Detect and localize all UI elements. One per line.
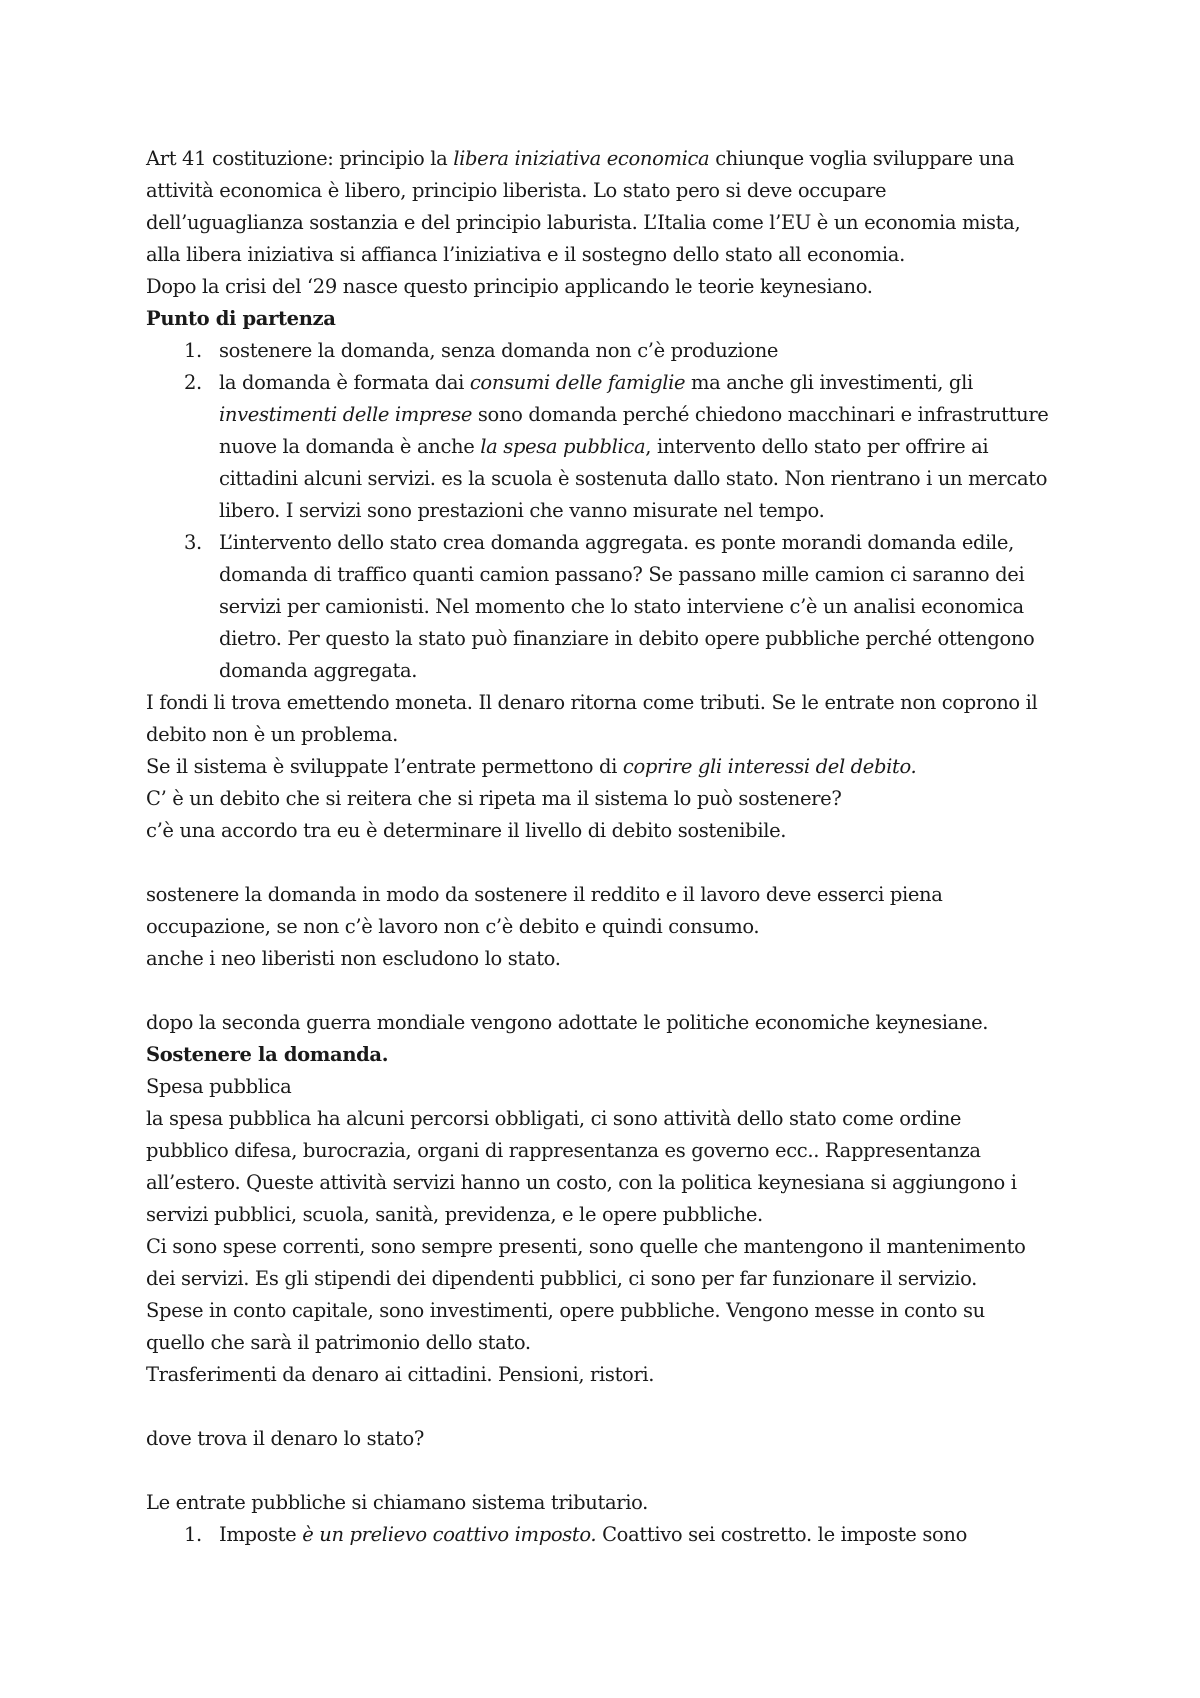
text-line: dopo la seconda guerra mondiale vengono adottate le politiche economiche keynesiane. — [146, 1011, 989, 1034]
section-heading: Sostenere la domanda. — [146, 1043, 389, 1066]
text-line: attività economica è libero, principio liberista. Lo stato pero si deve occupare — [146, 179, 887, 202]
text-line: C’ è un debito che si reitera che si ripeta ma il sistema lo può sostenere? — [146, 787, 842, 810]
text-run: , intervento dello stato per offrire ai — [645, 435, 989, 458]
list-number: 1. — [184, 1523, 202, 1546]
blank-line — [146, 975, 1066, 1007]
text-run: sono domanda perché chiedono macchinari e infrastrutture — [472, 403, 1049, 426]
section-heading: Punto di partenza — [146, 307, 336, 330]
text-line: Dopo la crisi del ‘29 nasce questo principio applicando le teorie keynesiano. — [146, 275, 873, 298]
text-line — [146, 143, 1066, 175]
list-item-continuation: servizi per camionisti. Nel momento che lo stato interviene c’è un analisi economica — [219, 595, 1024, 618]
list-item-continuation: domanda aggregata. — [219, 659, 418, 682]
text-run: sostenere la domanda, senza domanda non c’è produzione — [219, 339, 779, 362]
text-line: Trasferimenti da denaro ai cittadini. Pensioni, ristori. — [146, 1363, 655, 1386]
text-line: I fondi li trova emettendo moneta. Il denaro ritorna come tributi. Se le entrate non coprono il — [146, 691, 1038, 714]
text-line: Le entrate pubbliche si chiamano sistema tributario. — [146, 1491, 649, 1514]
blank-line — [146, 1391, 1066, 1423]
text-line: all’estero. Queste attività servizi hanno un costo, con la politica keynesiana si aggiungono i — [146, 1171, 1017, 1194]
text-line: dei servizi. Es gli stipendi dei dipendenti pubblici, ci sono per far funzionare il servizio. — [146, 1267, 977, 1290]
text-line — [146, 751, 1066, 783]
list-item — [146, 367, 1066, 399]
text-run: ma anche gli investimenti, gli — [685, 371, 973, 394]
text-line: alla libera iniziativa si affianca l’iniziativa e il sostegno dello stato all economia. — [146, 243, 905, 266]
italic-run: consumi delle famiglie — [469, 371, 686, 394]
italic-run: libera iniziativa economica — [453, 147, 710, 170]
list-item-continuation: dietro. Per questo la stato può finanziare in debito opere pubbliche perché ottengono — [219, 627, 1035, 650]
text-line: servizi pubblici, scuola, sanità, previdenza, e le opere pubbliche. — [146, 1203, 763, 1226]
italic-run: è un prelievo coattivo imposto. — [302, 1523, 597, 1546]
text-line: debito non è un problema. — [146, 723, 398, 746]
text-line: dell’uguaglianza sostanzia e del principio laburista. L’Italia come l’EU è un economia mista, — [146, 211, 1021, 234]
text-line: dove trova il denaro lo stato? — [146, 1427, 425, 1450]
italic-run: coprire gli interessi del debito. — [622, 755, 917, 778]
list-item-continuation: cittadini alcuni servizi. es la scuola è sostenuta dallo stato. Non rientrano i un mercato — [219, 467, 1048, 490]
text-run: Imposte — [219, 1523, 303, 1546]
text-line: pubblico difesa, burocrazia, organi di rappresentanza es governo ecc.. Rappresentanza — [146, 1139, 981, 1162]
italic-run: investimenti delle imprese — [219, 403, 473, 426]
text-line: occupazione, se non c’è lavoro non c’è debito e quindi consumo. — [146, 915, 760, 938]
text-run: Se il sistema è sviluppate l’entrate permettono di — [146, 755, 623, 778]
text-run: L’intervento dello stato crea domanda aggregata. es ponte morandi domanda edile, — [219, 531, 1014, 554]
list-item-continuation — [146, 431, 1066, 463]
subheading: Spesa pubblica — [146, 1075, 292, 1098]
italic-run: la spesa pubblica — [480, 435, 646, 458]
text-line: la spesa pubblica ha alcuni percorsi obbligati, ci sono attività dello stato come ordine — [146, 1107, 962, 1130]
list-item-continuation: libero. I servizi sono prestazioni che vanno misurate nel tempo. — [219, 499, 825, 522]
text-line: Ci sono spese correnti, sono sempre presenti, sono quelle che mantengono il mantenimento — [146, 1235, 1026, 1258]
list-item-continuation — [146, 399, 1066, 431]
text-line: sostenere la domanda in modo da sostenere il reddito e il lavoro deve esserci piena — [146, 883, 943, 906]
list-number: 3. — [184, 531, 202, 554]
list-item — [146, 335, 1066, 367]
text-line: Spese in conto capitale, sono investimenti, opere pubbliche. Vengono messe in conto su — [146, 1299, 985, 1322]
list-item — [146, 527, 1066, 559]
list-number: 1. — [184, 339, 202, 362]
text-line: quello che sarà il patrimonio dello stato. — [146, 1331, 531, 1354]
document-page — [146, 143, 1066, 1551]
text-line: anche i neo liberisti non escludono lo stato. — [146, 947, 561, 970]
list-number: 2. — [184, 371, 202, 394]
text-line: c’è una accordo tra eu è determinare il livello di debito sostenibile. — [146, 819, 787, 842]
list-item-continuation: domanda di traffico quanti camion passano? Se passano mille camion ci saranno dei — [219, 563, 1025, 586]
text-run: nuove la domanda è anche — [219, 435, 481, 458]
list-item — [146, 1519, 1066, 1551]
text-run: Art 41 costituzione: principio la — [146, 147, 454, 170]
text-run: Coattivo sei costretto. le imposte sono — [596, 1523, 967, 1546]
text-run: chiunque voglia sviluppare una — [709, 147, 1015, 170]
text-run: la domanda è formata dai — [219, 371, 470, 394]
blank-line — [146, 1455, 1066, 1487]
blank-line — [146, 847, 1066, 879]
